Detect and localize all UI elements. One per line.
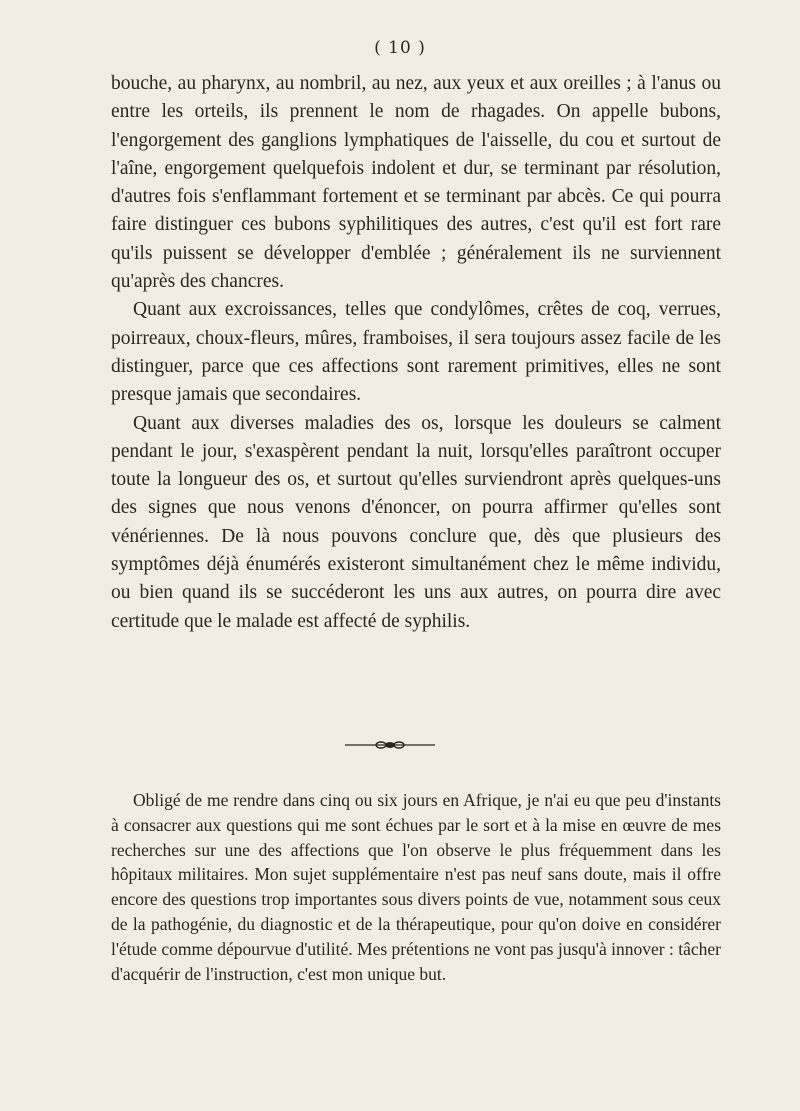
paragraph: Obligé de me rendre dans cinq ou six jours en Afrique, je n'ai eu que peu d'instants à consacrer aux questions qui me sont échues par le sort et à la mise en œuvre de mes recherches sur une des affections que l'on observe le plus fréquemment dans les hôpitaux militaires. Mon sujet supplémentaire n'est pas neuf sans doute, mais il offre encore des questions trop importantes sous divers points de vue, notamment sous ceux de la pathogénie, du diagnostic et de la thérapeutique, pour qu'on doive en considérer l'étude comme dépourvue d'utilité. Mes prétentions ne vont pas jusqu'à innover : tâcher d'acquérir de l'instruction, c'est mon unique but. [111,790,721,984]
author-note-block [111,788,721,986]
paragraph: Quant aux diverses maladies des os, lorsque les douleurs se calment pendant le jour, s'exaspèrent pendant la nuit, lorsqu'elles paraîtront occuper toute la longueur des os, et surtout qu'elles surviendront après quelques-uns des signes que nous venons d'énoncer, on pourra affirmer qu'elles sont vénériennes. De là nous pouvons conclure que, dès que plusieurs des symptômes déjà énumérés existeront simultanément chez le même individu, ou bien quand ils se succéderont les uns aux autres, on pourra dire avec certitude que le malade est affecté de syphilis. [111,412,721,632]
section-divider-ornament [345,738,435,752]
page-number: ( 10 ) [374,38,426,58]
paragraph: Quant aux excroissances, telles que condylômes, crêtes de coq, verrues, poirreaux, choux-fleurs, mûres, framboises, il sera toujours assez facile de les distinguer, parce que ces affections sont rarement primitives, elles ne sont presque jamais que secondaires. [111,299,721,406]
paragraph: bouche, au pharynx, au nombril, au nez, aux yeux et aux oreilles ; à l'anus ou entre les orteils, ils prennent le nom de rhagades. On appelle bubons, l'engorgement des ganglions lymphatiques de l'aisselle, du cou et surtout de l'aîne, engorgement quelquefois indolent et dur, se terminant par résolution, d'autres fois s'enflammant fortement et se terminant par abcès. Ce qui pourra faire distinguer ces bubons syphilitiques des autres, c'est qu'il est fort rare qu'ils puissent se développer d'emblée ; généralement ils ne surviennent qu'après des chancres. [111,73,721,293]
main-text-block [111,70,721,636]
